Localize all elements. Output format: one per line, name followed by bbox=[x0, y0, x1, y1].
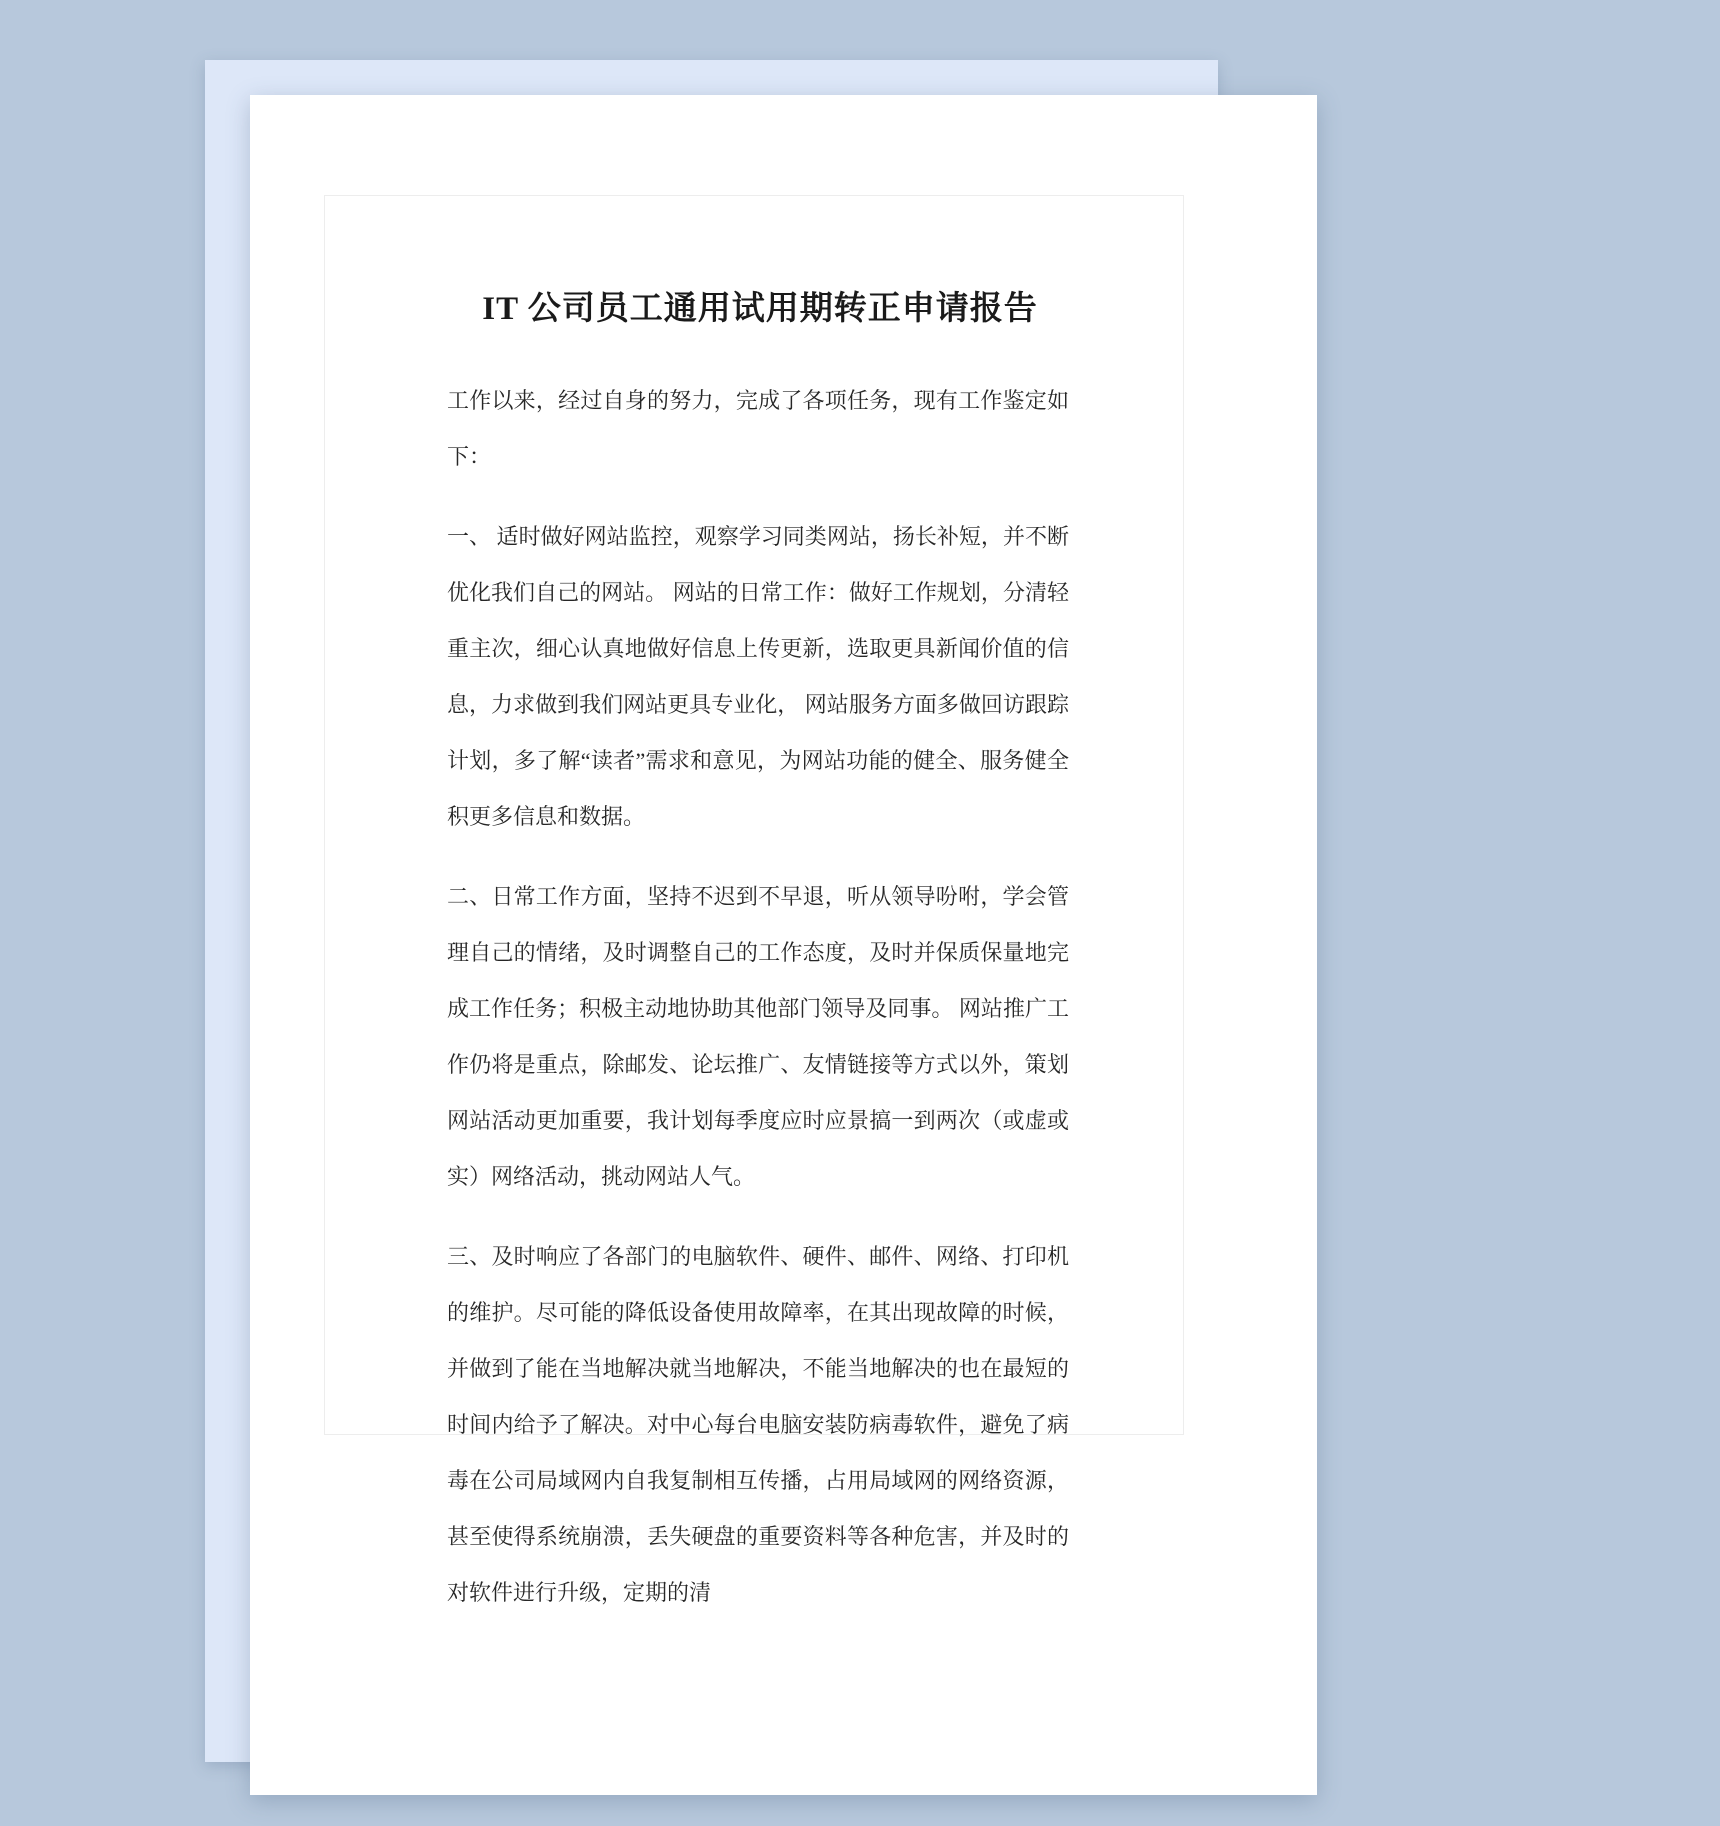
document-page bbox=[250, 95, 1317, 1795]
document-content-area bbox=[324, 195, 1184, 1605]
paragraph-section-2: 二、日常工作方面，坚持不迟到不早退，听从领导吩咐，学会管理自己的情绪，及时调整自己的工作态度，及时并保质保量地完成工作任务；积极主动地协助其他部门领导及同事。 网站推广工作仍将是重点，除邮发、论坛推广、友情链接等方式以外，策划网站活动更加重要，我计划每季度应时应景搞一到两次（或虚或实）网络活动，挑动网站人气。 bbox=[447, 883, 1069, 1189]
paragraph-intro: 工作以来，经过自身的努力，完成了各项任务，现有工作鉴定如下： bbox=[447, 387, 1069, 469]
paragraph-section-3: 三、及时响应了各部门的电脑软件、硬件、邮件、网络、打印机的维护。尽可能的降低设备使用故障率，在其出现故障的时候，并做到了能在当地解决就当地解决，不能当地解决的也在最短的时间内给予了解决。对中心每台电脑安装防病毒软件，避免了病毒在公司局域网内自我复制相互传播，占用局域网的网络资源，甚至使得系统崩溃，丢失硬盘的重要资料等各种危害，并及时的对软件进行升级，定期的清 bbox=[447, 1243, 1069, 1605]
document-title: IT 公司员工通用试用期转正申请报告 bbox=[482, 291, 1038, 327]
paragraph-section-1: 一、 适时做好网站监控，观察学习同类网站，扬长补短，并不断优化我们自己的网站。 网站的日常工作：做好工作规划，分清轻重主次，细心认真地做好信息上传更新，选取更具新闻价值的信息，力求做到我们网站更具专业化， 网站服务方面多做回访跟踪计划，多了解“读者”需求和意见，为网站功能的健全、服务健全积更多信息和数据。 bbox=[447, 523, 1069, 829]
